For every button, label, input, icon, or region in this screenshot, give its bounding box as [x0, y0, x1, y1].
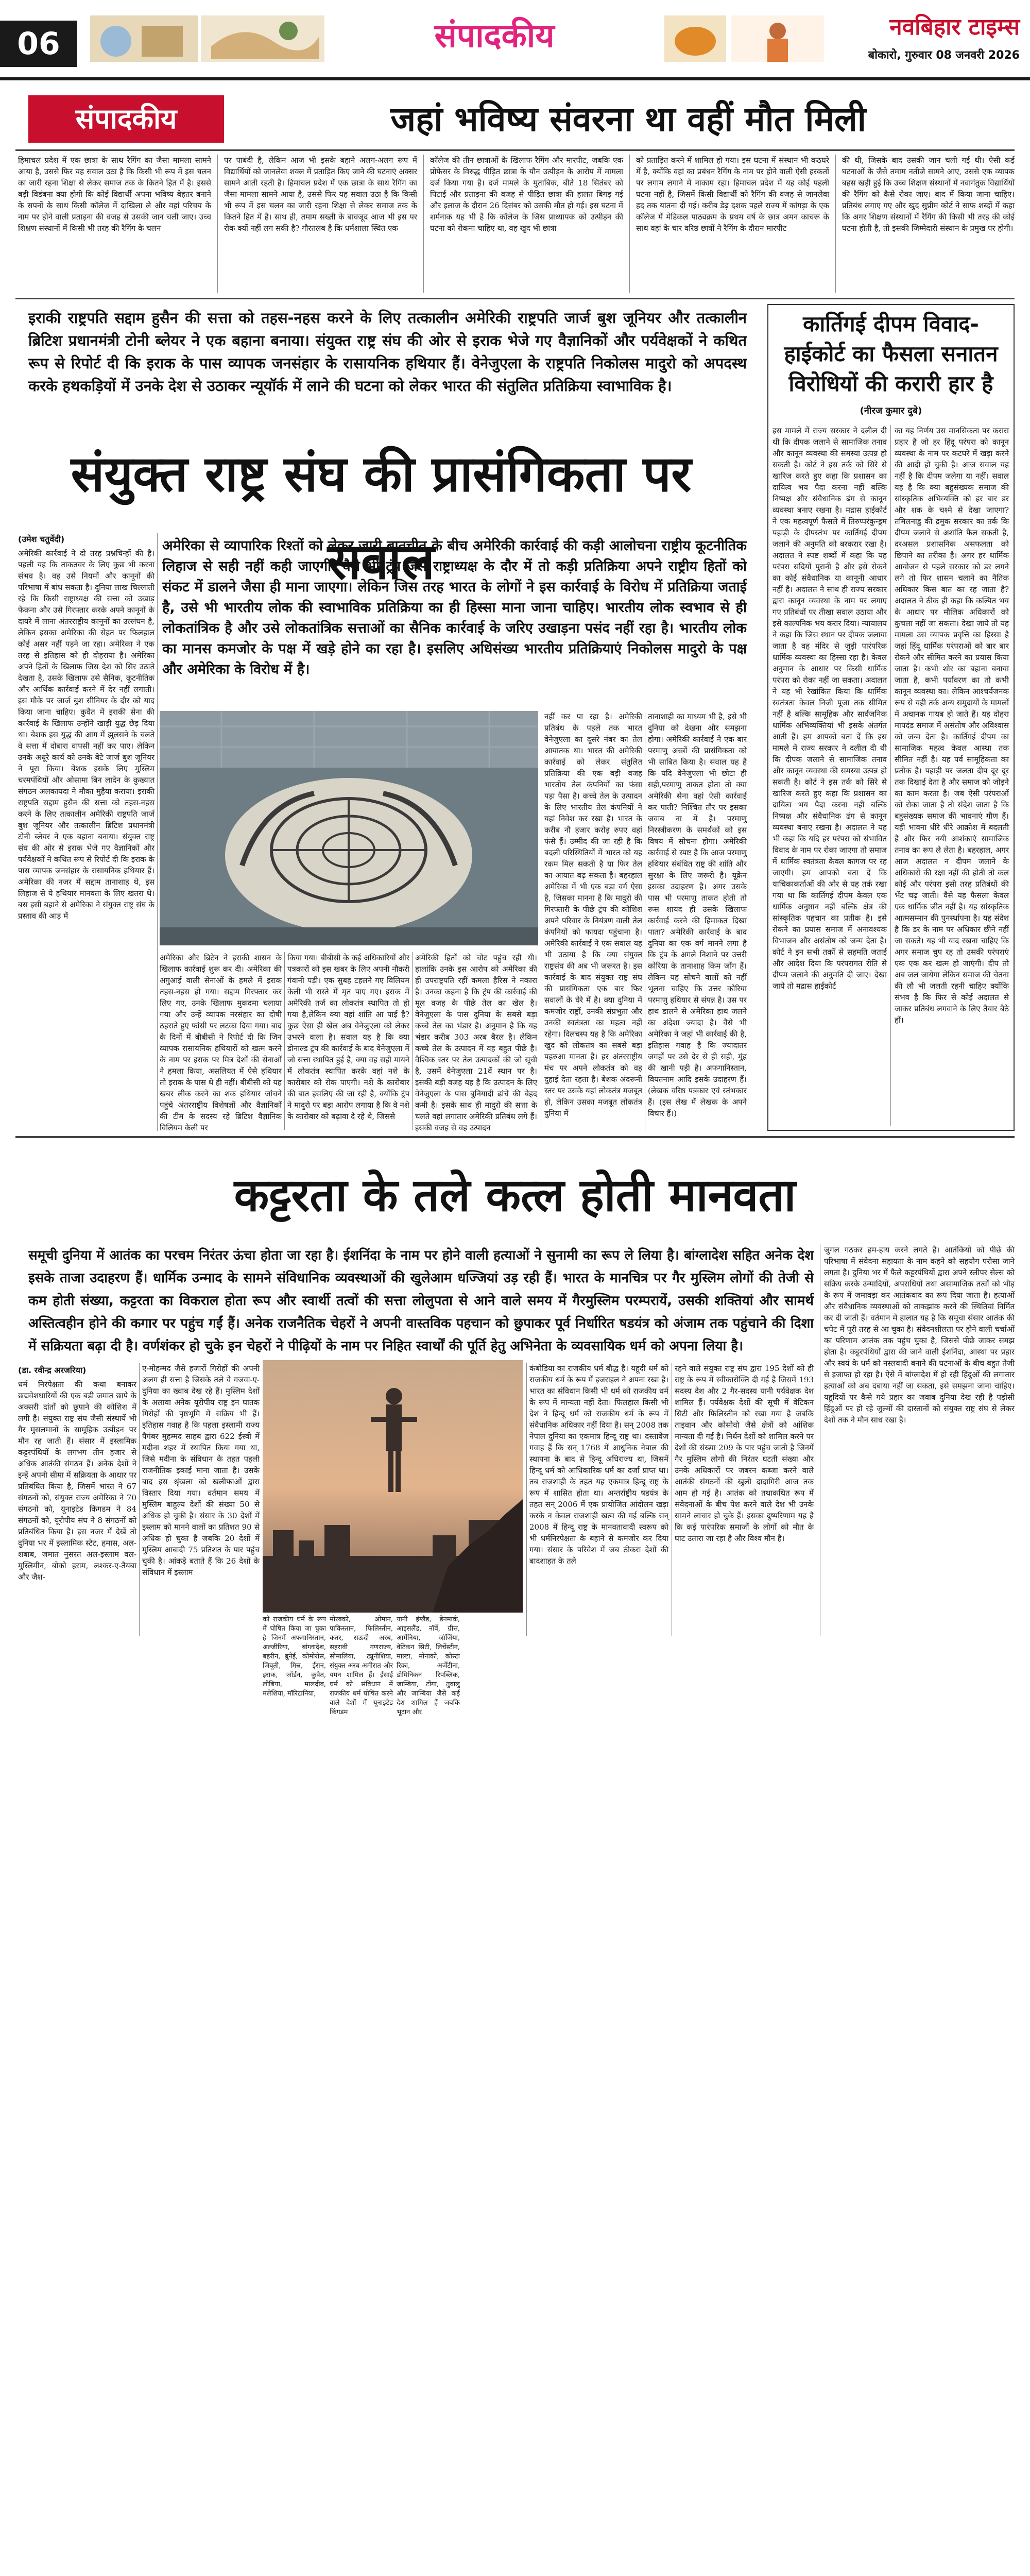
- page-footer: [0, 1642, 1030, 1655]
- article1-strapline: इराकी राष्ट्रपति सद्दाम हुसैन की सत्ता को तहस-नहस करने के लिए तत्कालीन अमेरिकी राष्ट्रपति जार्ज बुश जूनियर और तत्कालीन ब्रिटिश प्रधानमंत्री टोनी ब्लेयर ने एक बहाना बनाया। संयुक्त राष्ट्र संघ की ओर से इराक भेजे गए वैज्ञानिकों और पर्यवेक्षकों ने कथित रूप से रिपोर्ट दी कि इराक के पास व्यापक जनसंहार के रासायनिक हथियार हैं। वेनेजुएला के राष्ट्रपति निकोलस मादुरो को अपदस्थ करके हथकड़ियों में उनके देश से उठाकर न्यूयॉर्क में लाने की घटना को लेकर भारत की संतुलित प्रतिक्रिया स्वाभाविक है।: [28, 309, 747, 395]
- sidebar-byline: (नीरज कुमार दुबे): [860, 405, 922, 416]
- article1-body-mid1: अमेरिका और ब्रिटेन ने इराकी शासन के खिलाफ कार्रवाई शुरू कर दी। अमेरिका की अगुआई वाली सेनाओं के हमले में इराक तहस-नहस हो गया। सद्दाम गिरफ्तार कर लिए गए, उनके खिलाफ मुकदमा चलाया गया और उन्हें व्यापक नरसंहार का दोषी ठहराते हुए फांसी पर लटका दिया गया। बाद के दिनों में बीबीसी ने रिपोर्ट दी कि जिन व्यापक रासायनिक हथियारों को खत्म करने के नाम पर इराक पर मित्र देशों की सेनाओं ने हमला किया, असलियत में ऐसे हथियार तो इराक के पास थे ही नहीं। बीबीसी को यह खबर लीक करने का शक हथियार जांचने पहुंचे अंतरराष्ट्रीय विशेषज्ञों और वैज्ञानिकों की टीम के सदस्य रहे ब्रिटिश वैज्ञानिक विलियम केली पर: [160, 953, 282, 1132]
- column-divider: [835, 155, 836, 293]
- article2-byline: (डा. रवीन्द्र अरजरिया): [18, 1365, 87, 1375]
- article1-byline: (उमेश चतुर्वेदी): [18, 534, 65, 544]
- page-number: 06: [0, 21, 77, 67]
- article1-body-mid3: अमेरिकी हितों को चोट पहुंच रही थी। हालांकि उनके इस आरोप को अमेरिका की ही उपराष्ट्रपति रहीं कमला हैरिस ने नकारा है। उनका कहना है कि ट्रंप की कार्रवाई की मूल वजह के पीछे तेल का खेल है। वेनेजुएला के पास दुनिया के सबसे बड़ा कच्चे तेल का भंडार है। अनुमान है कि यह भंडार करीब 303 अरब बैरल है। लेकिन कच्चे तेल के उत्पादन में वह बहुत पीछे है। वैश्विक स्तर पर तेल उत्पादकों की जो सूची है, उसमें वेनेजुएला 21वें स्थान पर है। इसकी बड़ी वजह यह है कि उत्पादन के लिए वेनेजुएला के पास बुनियादी ढांचे की बेहद कमी है। इसके साथ ही मादुरो की सत्ता के चलते वहां लगातार अमेरिकी प्रतिबंध लगे हैं। इसकी वजह से वह उत्पादन: [415, 953, 537, 1132]
- header-collage-image: [90, 10, 198, 67]
- article2-body-3: को राजकीय धर्म के रूप में घोषित किया जा चुका है जिनमें अफगानिस्तान, अल्जीरिया, बांग्लादेश, बहरीन, ब्रुनेई, कोमोरोस, जिबूती, मिस्र, ईरान, इराक, जॉर्डन, कुवैत, लीबिया, मालदीव, मलेशिया, मॉरिटानिया,: [263, 1616, 326, 1698]
- section-rule: [15, 1136, 1015, 1138]
- column-divider: [284, 952, 285, 1130]
- header-map-image: [201, 10, 324, 67]
- article2-column-1: [18, 1364, 136, 1635]
- silhouette-soldier-photo: [263, 1360, 523, 1613]
- editorial-column-3: कॉलेज की तीन छात्राओं के खिलाफ रैगिंग और मारपीट, जबकि एक प्रोफेसर के विरुद्ध पीड़ित छात्रा के यौन उत्पीड़न के आरोप में मामला दर्ज किया गया है। दर्ज मामले के मुताबिक, बीते 18 सितंबर को पिटाई और प्रताड़ना की वजह से पीड़ित छात्रा की हालत बिगड़ गई और इलाज के दौरान 26 दिसंबर को उसकी मौत हो गई। इस घटना में शर्मनाक यह भी है कि कॉलेज के जिस प्राध्यापक को उत्पीड़न की घटना को रोकना चाहिए था, वह खुद भी छात्रा: [430, 156, 623, 233]
- article2-body-5: यानी इंग्लैंड, डेनमार्क, आइसलैंड, नॉर्वे, ग्रीस, आर्मेनिया, जॉर्जिया, वेटिकन सिटी, लिचेंस्टीन, माल्टा, मोनाको, कोस्टा रिका, अर्जेंटीना, डोमिनिकन रिपब्लिक, जाम्बिया, टोंगा, तुवालु और जाम्बिया जैसे कई देश शामिल हैं जबकि भूटान और: [397, 1616, 460, 1716]
- un-emblem-photo: [160, 711, 538, 945]
- column-divider: [157, 533, 158, 1131]
- article2-body-8: जुगल गठकर हम-हाय करने लगते हैं। आतंकियों को पीछे की परिभाषा में संवेदना सहायता के नाम कहने को सहयोग परोसा जाने लगता है। दुनिया भर में फैले कट्टरपंथियों द्वारा अपने स्लीपर सेल्स को सक्रिय करके उन्मादियों, अपराधियों तथा असामाजिक तत्वों को भीड़ के रूप में जमावड़ा कर आतंकवाद का रूप दिया जाता है। हत्याओं और संवैधानिक व्यवस्थाओं को ताकझांक करने की स्थितियां निर्मित कर दी जाती हैं। वर्तमान में हालात यह है कि समूचा संसार आतंक की चपेट में पूरी तरह से आ चुका है। संवेदनशीलता पर होने वाली चर्चाओं का परिणाम आतंक तक पहुंच चुका है, जिससे पीछे जाकर समझ होता है। कट्टरपंथियों द्वारा की जाने वाली ईशनिंदा, आस्था पर प्रहार और स्वयं के धर्म को नस्लवादी बनाने की घटनाओं के बीच बहुत तेजी से इजाफा हो रहा है। ऐसे में बांग्लादेश में हो रही हिंदुओं की लगातार हत्याओं को अब दबाया नहीं जा सकता, इसे समझना जाना चाहिए। यहूदियों पर कैसे गये प्रहार का जवाब दुनिया देख रही है पड़ोसी हिंदुओं पर हो रहे जुल्मों की दास्तानों को संयुक्त राष्ट्र संघ से लेकर देशों तक ने मौन साध रखा है।: [824, 1245, 1015, 1425]
- column-divider: [217, 155, 218, 293]
- column-divider: [890, 425, 891, 1126]
- column-divider: [423, 155, 424, 293]
- article1-headline: संयुक्त राष्ट्र संघ की प्रासंगिकता पर सवाल: [71, 445, 692, 590]
- dateline: बोकारो, गुरुवार 08 जनवरी 2026: [868, 49, 1020, 62]
- masthead: नवबिहार टाइम्स: [889, 14, 1020, 40]
- editorial-headline: जहां भविष्य संवरना था वहीं मौत मिली: [390, 99, 866, 139]
- article1-pull-quote: अमेरिका से व्यापारिक रिश्तों को लेकर जारी बातचीत के बीच अमेरिकी कार्रवाई की कड़ी आलोचना राष्ट्रीय कूटनीतिक लिहाज से सही नहीं कही जाएगी। वैसे भी ट्रंप जैसे राष्ट्राध्यक्ष के दौर में तो कड़ी प्रतिक्रिया अपने राष्ट्रीय हितों को संकट में डालने जैसा ही माना जाएगा। लेकिन जिस तरह भारत के लोगों ने इस कार्रवाई के विरोध में प्रतिक्रिया जताई है, उसे भी भारतीय लोक की स्वाभाविक प्रतिक्रिया का ही हिस्सा माना जाना चाहिए। भारतीय लोक स्वभाव से ही लोकतांत्रिक है और उसे लोकतांत्रिक सत्ताओं का सैनिक कार्रवाई के जरिए उखाड़ना पसंद नहीं रहा है। भारतीय लोक का मानस कमजोर के पक्ष में खड़े होने का रहा है। इसलिए अधिसंख्य भारतीय प्रतिक्रियाएं निकोलस मादुरो के पक्ष और अमेरिका के विरोध में है।: [162, 538, 747, 677]
- editorial-column-2: पर पाबंदी है, लेकिन आज भी इसके बहाने अलग-अलग रूप में विद्यार्थियों को जानलेवा शक्ल में प्रताड़ित किए जाने की घटनाएं अक्सर सामने आती रहती हैं। हिमाचल प्रदेश में एक छात्रा के साथ रैगिंग का जैसा मामला सामने आया है, उससे फिर यह सवाल उठा है कि किसी भी रूप में इस चलन का जारी रहना शिक्षा से लेकर समाज तक के कितने हित में है। साथ ही, तमाम सख्ती के बावजूद आज भी इस पर रोक क्यों नहीं लग सकी है? गौरतलब है कि धर्मशाला स्थित एक: [224, 156, 417, 233]
- column-divider: [139, 1363, 140, 1636]
- sidebar-body-2: का यह निर्णय उस मानसिकता पर करारा प्रहार है जो हर हिंदू परंपरा को कानून व्यवस्था के नाम पर कटघरे में खड़ा करने की आदी हो चुकी है। आज सवाल यह नहीं है कि दीपम जलेगा या नहीं। सवाल यह है कि क्या बहुसंख्यक समाज की सांस्कृतिक अभिव्यक्ति को हर बार डर और शक के चश्मे से देखा जाएगा? तमिलनाडु की द्रमुक सरकार का तर्क कि दीपम जलाने से अशांति फैल सकती है, दरअसल प्रशासनिक असफलता को छिपाने का तरीका है। अगर हर धार्मिक आयोजन से पहले सरकार को डर लगने लगे तो फिर शासन चलाने का नैतिक अधिकार किस बात का रह जाता है? अदालत ने ठीक ही कहा कि कल्पित भय के आधार पर मौलिक अधिकारों को कुचला नहीं जा सकता। देखा जाये तो यह मामला उस व्यापक प्रवृत्ति का हिस्सा है जहां हिंदू धार्मिक परंपराओं को बार बार रोकने और सीमित करने का प्रयास किया जाता है। कभी शोर का बहाना बनाया जाता है, कभी पर्यावरण का तो कभी कानून व्यवस्था का। लेकिन आश्चर्यजनक रूप से यही तर्क अन्य समुदायों के मामलों में अचानक गायब हो जाते हैं। यह दोहरा मापदंड समाज में असंतोष और अविश्वास को जन्म देता है। कार्तिगई दीपम का सामाजिक महत्व केवल आस्था तक सीमित नहीं है। यह पर्व सामूहिकता का प्रतीक है। पहाड़ी पर जलता दीप दूर दूर तक दिखाई देता है और समाज को जोड़ने का काम करता है। जब ऐसी परंपराओं को रोका जाता है तो संदेश जाता है कि बहुसंख्यक समाज की भावनाएं गौण हैं। यही भावना धीरे धीरे आक्रोश में बदलती है और फिर नयी आशंकाएं सामाजिक तनाव का रूप ले लेता है। बहरहाल, अगर आज अदालत न दीपम जलाने के अधिकारों की रक्षा नहीं की होती तो कल कोई और परंपरा इसी तरह प्रतिबंधों की भेंट चढ़ जाती। वैसे यह फैसला केवल एक धार्मिक जीत नहीं है। यह सांस्कृतिक आत्मसम्मान की पुनर्स्थापना है। यह संदेश है कि डर के नाम पर अधिकार छीने नहीं जा सकते। यह भी याद रखना चाहिए कि अगर समाज चुप रह तो उसकी परंपराएं एक एक कर खत्म हो जाएंगी। दीप तो अब जल जायेगा लेकिन समाज की चेतना की लौ भी जलती रहनी चाहिए क्योंकि संभव है कि फिर से कोई अदालत से जाकर प्रतिबंध लगवाने के लिए तैयार बैठे हों।: [895, 426, 1009, 1025]
- column-divider: [629, 155, 630, 293]
- article2-body-7: रहने वाले संयुक्त राष्ट्र संघ द्वारा 195 देशों को ही राष्ट्र के रूप में स्वीकारोक्ति दी गई है जिसमें 193 सदस्य देश और 2 गैर-सदस्य यानी पर्यवेक्षक देश शामिल हैं। पर्यवेक्षक देशों की सूची में वेटिकन सिटी और फिलिस्तीन को रखा गया है जबकि ताइवान और कोसोवो जैसे क्षेत्रों को आंशिक मान्यता दी गई है। निर्धन देशों को शामिल करने पर देशों की संख्या 209 के पार पहुंच जाती है जिनमें गैर मुस्लिम लोगों की निरंतर घटती संख्या और उनके अधिकारों पर जबरन कब्जा करने वाले आतंकी संगठनों की खुली दादागिरी आज तक आम हो गई है। आतंक को तथाकथित रूप में संवेदनाओं के बीच पेश करने वाले देश भी उनके सामने लाचार हो चुके हैं। इसका दुष्परिणाम यह है कि कई पारंपरिक समाजों के लोगों को मौत के घाट उतारा जा रहा है और विश्व मौन है।: [675, 1364, 814, 1543]
- article2-body-6: कंबोडिया का राजकीय धर्म बौद्ध है। यहूदी धर्म को राजकीय धर्म के रूप में इजराइल ने अपना रखा है। भारत का संविधान किसी भी धर्म को राजकीय धर्म के रूप में मान्यता नहीं देता। फिलहाल किसी भी देश ने हिन्दू धर्म को राजकीय धर्म के रूप में संवैधानिक अधिकार नहीं दिया है। सन् 2008 तक नेपाल दुनिया का एकमात्र हिन्दू राष्ट्र था। दस्तावेज गवाह हैं कि सन् 1768 में आधुनिक नेपाल की स्थापना के बाद से हिन्दू अधिराज्य था, जिसमें हिन्दू धर्म को आधिकारिक धर्म का दर्जा प्राप्त था। तब राजशाही के तहत यह एकमात्र हिन्दू राष्ट्र के रूप में शासित होता था। अन्तर्राष्ट्रीय षडयंत्र के तहत सन् 2006 में एक प्रायोजित आंदोलन खड़ा करके न केवल राजशाही खत्म की गई बल्कि सन् 2008 में हिन्दू राष्ट्र के मानवतावादी स्वरूप को भी धर्मनिरपेक्षता के बहाने से कमजोर कर दिया गया। संसार के परिवेश में जब ठीकरा देशों की बादशाहत के तले: [529, 1364, 668, 1566]
- sidebar-body-1: इस मामले में राज्य सरकार ने दलील दी थी कि दीपक जलाने से सामाजिक तनाव और कानून व्यवस्था की समस्या उत्पन्न हो सकती है। कोर्ट ने इस तर्क को सिरे से खारिज करते हुए कहा कि प्रशासन का दायित्व भय पैदा करना नहीं बल्कि निष्पक्ष और संवैधानिक ढंग से कानून व्यवस्था बनाए रखना है। मद्रास हाईकोर्ट ने एक महत्वपूर्ण फैसले में तिरुप्परंकुन्ड्रम पहाड़ी के दीपस्तंभ पर कार्तिगई दीपम जलाने की अनुमति को बरकरार रखा है। अदालत ने स्पष्ट शब्दों में कहा कि यह परंपरा सदियों पुरानी है और इसे रोकने का कोई संवैधानिक या कानूनी आधार नहीं है। अदालत ने साथ ही राज्य सरकार द्वारा कानून व्यवस्था के नाम पर लगाए गए प्रतिबंधों पर तीखा सवाल उठाया और इसे काल्पनिक भय करार दिया। न्यायालय ने कहा कि जिस स्थान पर दीपक जलाया जाता है वह मंदिर से जुड़ी पारंपरिक धार्मिक व्यवस्था का हिस्सा रहा है। केवल अनुमान के आधार पर किसी धार्मिक परंपरा को रोका नहीं जा सकता। अदालत ने यह भी रेखांकित किया कि धार्मिक स्वतंत्रता केवल निजी पूजा तक सीमित नहीं है बल्कि सामूहिक और सार्वजनिक धार्मिक अभिव्यक्तियां भी इसके अंतर्गत आती हैं। हम आपको बता दें कि इस मामले में राज्य सरकार ने दलील दी थी कि दीपक जलाने से सामाजिक तनाव और कानून व्यवस्था की समस्या उत्पन्न हो सकती है। कोर्ट ने इस तर्क को सिरे से खारिज करते हुए कहा कि प्रशासन का दायित्व भय पैदा करना नहीं बल्कि निष्पक्ष और संवैधानिक ढंग से कानून व्यवस्था बनाए रखना है। अदालत ने यह भी कहा कि यदि हर परंपरा को संभावित विवाद के नाम पर रोका जाएगा तो समाज में धार्मिक स्वतंत्रता केवल कागज पर रह जाएगी। हम आपको बता दें कि याचिकाकर्ताओं की ओर से यह तर्क रखा गया था कि कार्तिगई दीपम केवल एक धार्मिक अनुष्ठान नहीं बल्कि क्षेत्र की सांस्कृतिक पहचान का प्रतीक है। इसे रोकने का प्रयास समाज में अनावश्यक विभाजन और असंतोष को जन्म देता है। कोर्ट ने इन सभी तर्कों से सहमति जताई और आदेश दिया कि परंपरागत रीति से दीपम जलाने की अनुमति दी जाए। देखा जाये तो मद्रास हाईकोर्ट: [772, 426, 887, 991]
- editorial-column-1: हिमाचल प्रदेश में एक छात्रा के साथ रैगिंग का जैसा मामला सामने आया है, उससे फिर यह सवाल उठा है कि किसी भी रूप में इस चलन का जारी रहना शिक्षा से लेकर समाज तक के कितने हित में है। इससे बड़ी विडंबना क्या होगी कि कोई विद्यार्थी अपना भविष्य बेहतर बनाने के सपनों के साथ किसी कॉलेज में दाखिला ले और वहां परिचय के नाम पर होने वाली प्रताड़ना की वजह से उसकी जान चली जाए। उच्च शिक्षण संस्थानों में किसी भी तरह की रैगिंग के चलन: [18, 156, 211, 233]
- editorial-rule: [15, 149, 1015, 151]
- editorial-column-5: की थी, जिसके बाद उसकी जान चली गई थी। ऐसी कई घटनाओं के जैसे तमाम नतीजे सामने आए, उससे एक व्यापक बहस खड़ी हुई कि उच्च शिक्षण संस्थानों में नवागंतुक विद्यार्थियों की रैगिंग को कैसे रोका जाए। बाद में किया जाना चाहिए। प्रतिबंध लगाए गए और खुद सुप्रीम कोर्ट ने साफ शब्दों में कहा कि अगर शिक्षण संस्थानों में रैगिंग की किसी भी तरह की कोई घटना होती है, तो इसकी जिम्मेदारी संस्थान के प्रमुख पर होगी।: [842, 156, 1015, 233]
- article1-body-right1: नहीं कर पा रहा है। अमेरिकी प्रतिबंध के पहले तक भारत वेनेजुएला का दूसरे नंबर का तेल आयातक था। भारत की अमेरिकी कार्रवाई को लेकर संतुलित प्रतिक्रिया की एक बड़ी वजह भारतीय तेल कंपनियों का फंसा पड़ा पैसा है। कच्चे तेल के उत्पादन के लिए भारतीय तेल कंपनियों ने यहां निवेश कर रखा है। भारत के करीब नौ हजार करोड़ रुपए वहां फंसे हैं। उम्मीद की जा रही है कि बदली परिस्थितियों में भारत को यह रकम मिल सकती है या फिर तेल का आयात बढ़ सकता है। बहरहाल अमेरिका में भी एक बड़ा वर्ग ऐसा है, जिसका मानना है कि मादुरो की गिरफ्तारी के पीछे ट्रंप की कोशिश अपने परिवार के नियंत्रण वाली तेल कंपनियों को फायदा पहुंचाना है। अमेरिकी कार्रवाई ने एक सवाल यह भी उठाया है कि क्या संयुक्त राष्ट्रसंघ की अब भी जरूरत है। इस कार्रवाई के बाद संयुक्त राष्ट्र संघ की प्रासंगिकता एक बार फिर सवालों के घेरे में है। क्या दुनिया में कमजोर राष्ट्रों, उनकी संप्रभुता और उनकी स्वतंत्रता का महत्व नहीं रहेगा। दिलचस्प यह है कि अमेरिका खुद को लोकतंत्र का सबसे बड़ा पहरुआ मानता है। हर अंतरराष्ट्रीय मंच पर अपने लोकतंत्र को वह दुहाई देता रहता है। बेशक अंदरूनी स्तर पर उसके यहां लोकतंत्र मजबूत हो, लेकिन उसका मजबूत लोकतंत्र दुनिया में: [544, 712, 642, 1118]
- article2-body-1: धर्म निरपेक्षता की कथा बनाकर छद्मवेशधारियों की एक बड़ी जमात छापे के अक्सरी दांतों को छुपाने की कोशिश में लगी है। संयुक्त राष्ट्र संघ जैसी संस्थायें भी गैर मुसलमानों के सामूहिक उत्पीड़न पर मौन रह जाती हैं। संसार में इस्लामिक कट्टरपंथियों के लगभग तीन हजार से अधिक आतंकी संगठन हैं। अनेक देशों ने इन्हें अपनी सीमा में सक्रियता के आधार पर प्रतिबंधित किया है, जिसमें भारत ने 67 संगठनों को, संयुक्त राज्य अमेरिका ने 70 संगठनों को, यूनाइटेड किंगडम ने 84 संगठनों को, यूरोपीय संघ ने 8 संगठनों को प्रतिबंधित किया है। इस नजर में देखें तो दुनिया भर में इस्लामिक स्टेट, हमास, अल-शबाब, जमात नुसरत अल-इस्लाम वल-मुस्लिमीन, बोको हराम, लश्कर-ए-तैयबा और जैश-: [18, 1380, 136, 1582]
- section-rule: [15, 298, 1015, 299]
- editorial-label: संपादकीय: [28, 95, 224, 143]
- article2-headline: कट्टरता के तले कत्ल होती मानवता: [234, 1168, 796, 1222]
- sidebar-headline: कार्तिगई दीपम विवाद-हाईकोर्ट का फैसला सनातन विरोधियों की करारी हार है: [784, 311, 998, 396]
- header-rule: [0, 77, 1030, 80]
- article1-body-mid2: किया गया। बीबीसी के कई अधिकारियों और पत्रकारों को इस खबर के लिए अपनी नौकरी गंवानी पड़ी। एक सुबह टहलने गए विलियम केली भी रास्ते में मृत पाए गए। इराक में अमेरिकी तर्ज का लोकतंत्र स्थापित तो हो गया है,लेकिन क्या वहां शांति आ पाई है? कुछ ऐसा ही खेल अब वेनेजुएला को लेकर उभरने वाला है। सवाल यह है कि क्या डोनाल्ड ट्रंप की कार्रवाई के बाद वेनेजुएला में जो सत्ता स्थापित हुई है, क्या वह सही मायने में लोकतंत्र स्थापित करके वहां नशे के कारोबार को रोक पाएगी। नशे के कारोबार की बात इसलिए की जा रही है, क्योंकि ट्रंप ने मादुरो पर बड़ा आरोप लगाया है कि वे नशे के कारोबार को बढ़ावा दे रहे थे, जिससे: [287, 953, 409, 1121]
- article1-body-right2: तानाशाही का माध्यम भी है, इसे भी दुनिया को देखना और समझना होगा। अमेरिकी कार्रवाई ने एक बार परमाणु अस्त्रों की प्रासंगिकता को भी साबित किया है। सवाल यह है कि यदि वेनेजुएला भी छोटा ही सही,परमाणु ताकत होता तो क्या अमेरिकी सेना वहां ऐसी कार्रवाई कर पाती? निश्चित तौर पर इसका जवाब ना में है। परमाणु निरस्त्रीकरण के समर्थकों को इस विषय में सोचना होगा। अमेरिकी कार्रवाई से स्पष्ट है कि आज परमाणु हथियार संबंधित राष्ट्र की शांति और सुरक्षा के लिए जरूरी है। यूक्रेन इसका उदाहरण है। अगर उसके पास भी परमाणु ताकत होती तो रूस शायद ही उसके खिलाफ कार्रवाई करने की हिमाकत दिखा पाता? अमेरिकी कार्रवाई के बाद दुनिया का एक वर्ग मानने लगा है कि ट्रंप के अगले निशाने पर उत्तरी कोरिया के तानाशाह किम जोंग हैं। लेकिन यह सोचने वालों को नहीं भूलना चाहिए कि उत्तर कोरिया परमाणु हथियार से संपन्न है। उस पर हाथ डालने से अमेरिका हाथ जलने का अंदेशा ज्यादा है। वैसे भी अमेरिका ने जहां भी कार्रवाई की है, इतिहास गवाह है कि ज्यादातर जगहों पर उसे देर से ही सही, मुंह की खानी पड़ी है। अफगानिस्तान, वियतनाम आदि इसके उदाहरण हैं।(लेखक वरिष्ठ पत्रकार एवं स्तंभकार हैं। (इस लेख में लेखक के अपने विचार हैं।): [648, 712, 747, 1118]
- column-divider: [526, 1363, 527, 1636]
- page-header: [0, 0, 1030, 88]
- header-tiger-image: [664, 10, 726, 67]
- article1-body-left: अमेरिकी कार्रवाई ने दो तरह प्रश्नचिन्हों की है। पहली यह कि ताकतवर के लिए कुछ भी करना संभव है। वह उसे नियमों और कानूनों की परिभाषा में बांध सकता है। दुनिया लाख चिल्लाती रहे कि किसी राष्ट्राध्यक्ष की सत्ता को उखाड़ फेंकना और उसे गिरफ्तार करके अपने कानूनों के दायरे में लाना अंतरराष्ट्रीय कानूनों का उल्लंघन है, लेकिन इसका अमेरिका की सेहत पर फिलहाल कोई असर नहीं पड़ने जा रहा। अमेरिका ने एक तरह से इतिहास को ही दोहराया है। अमेरिका अपने हितों के खिलाफ जिस देश को सिर उठाते देखता है, उसके खिलाफ उसे सैनिक, कूटनीतिक और आर्थिक कार्रवाई करने में देर नहीं लगाती। इस मौके पर जार्ज बुश सीनियर के दौर को याद किया जाना चाहिए। कुवैत में इराकी सेना की कार्रवाई के खिलाफ उन्होंने खाड़ी युद्ध छेड़ दिया था। बेशक इस युद्ध की आग में झुलसने के चलते वे सत्ता में दोबारा वापसी नहीं कर पाए। लेकिन उनके अधूरे कार्य को उनके बेटे जार्ज बुश जूनियर ने पूरा किया। बेशक इसके लिए मुस्लिम चरमपंथियों और ओसामा बिन लादेन के कुख्यात संगठन अलकायदा ने मौका मुहैया कराया। इराकी राष्ट्रपति सद्दाम हुसैन की सत्ता को तहस-नहस करने के लिए तत्कालीन अमेरिकी राष्ट्रपति जार्ज बुश जूनियर और तत्कालीन ब्रिटिश प्रधानमंत्री टोनी ब्लेयर ने एक बहाना बनाया। संयुक्त राष्ट्र संघ की ओर से इराक भेजे गए वैज्ञानिकों और पर्यवेक्षकों ने कथित रूप से रिपोर्ट दी कि इराक के पास व्यापक जनसंहार के रासायनिक हथियार हैं। अमेरिका की नजर में सद्दाम तानाशाह थे, इस लिहाज से ये हथियार मानवता के लिए खतरा थे। बस इसी बहाने से अमेरिका ने संयुक्त राष्ट्र संघ के प्रस्ताव की आड़ में: [18, 549, 154, 921]
- article1-column-left: [18, 533, 154, 1131]
- article2-strapline: समूची दुनिया में आतंक का परचम निरंतर ऊंचा होता जा रहा है। ईशनिंदा के नाम पर होने वाली हत्याओं ने सुनामी का रूप ले लिया है। बांग्लादेश सहित अनेक देश इसके ताजा उदाहरण हैं। धार्मिक उन्माद के सामने संविधानिक व्यवस्थाओं की खुलेआम धज्जियां उड़ रही हैं। भारत के मानचित्र पर गैर मुस्लिम लोगों की तेजी से कम होती संख्या, कट्टरता का विकराल होता रूप और स्वार्थी तत्वों की सत्ता लोलुपता से आने वाले समय में गैरमुस्लिम परम्परायें, उसकी शक्तियां और सामर्थ अस्तित्वहीन होने की कगार पर पहुंच गईं हैं। अनेक राजनैतिक चेहरों ने अपनी वास्तविक पहचान को छुपाकर पूर्व निर्धारित षडयंत्र को अंजाम तक पहुंचाने की दिशा में सक्रियता बढ़ा दी है। वर्णशंकर हो चुके इन चेहरों ने पीढ़ियों के नाम पर निहित स्वार्थों की पूर्ति हेतु अभिनेता के व्यवसायिक धर्म को अपना लिया है।: [28, 1248, 814, 1354]
- article2-body-4: मोरक्को, ओमान, पाकिस्तान, फिलिस्तीन, कतर, सऊदी अरब, सहरावी गणराज्य, सोमालिया, ट्यूनीशिया, संयुक्त अरब अमीरात और यमन शामिल हैं। ईसाई धर्म को संविधान में राजकीय धर्म घोषित करने वाले देशों में यूनाइटेड किंगडम: [330, 1616, 393, 1716]
- editorial-column-4: को प्रताड़ित करने में शामिल हो गया। इस घटना में संस्थान भी कठघरे में है, क्योंकि वहां का प्रबंधन रैगिंग के नाम पर होने वाली ऐसी हरकतों पर लगाम लगाने में नाकाम रहा। हिमाचल प्रदेश में यह कोई पहली घटना नहीं है, जिसमें किसी विद्यार्थी को रैगिंग की वजह से जानलेवा हद तक यातना दी गई। करीब डेढ़ दशक पहले राज्य में कांगड़ा के एक कॉलेज में मेडिकल पाठ्यक्रम के प्रथम वर्ष के छात्र अमन काचरू के साथ वहां के चार वरिष्ठ छात्रों ने रैगिंग के दौरान मारपीट: [636, 156, 829, 233]
- article2-body-2: ए-मोहम्मद जैसे हजारों गिरोहों की अपनी अलग ही सत्ता है जिसके तले वे गजवा-ए-दुनिया का ख्वाब देख रहे हैं। मुस्लिम देशों के अलावा अनेक यूरोपीय राष्ट्र इन घातक गिरोहों की पृष्ठभूमि में सक्रिय भी हैं। इतिहास गवाह है कि पहला इस्लामी राज्य पैगंबर मुहम्मद साहब द्वारा 622 ईस्वी में मदीना शहर में स्थापित किया गया था, जिसे मदीना के संविधान के तहत पहली राजनीतिक इकाई माना जाता है। उसके बाद इस श्रृंखला को खलीफाओं द्वारा विस्तार दिया गया। वर्तमान समय में मुस्लिम बाहुल्य देशों की संख्या 50 से अधिक हो चुकी है। संसार के 30 देशों में इस्लाम को मानने वालों का प्रतिशत 90 से अधिक हो चुका है जबकि 20 देशों में मुस्लिम आबादी 75 प्रतिशत के पार पहुंच चुकी है। आंकड़े बताते हैं कि 26 देशों के संविधान में इस्लाम: [142, 1364, 260, 1577]
- section-title: संपादकीय: [434, 17, 555, 55]
- column-divider: [412, 952, 413, 1130]
